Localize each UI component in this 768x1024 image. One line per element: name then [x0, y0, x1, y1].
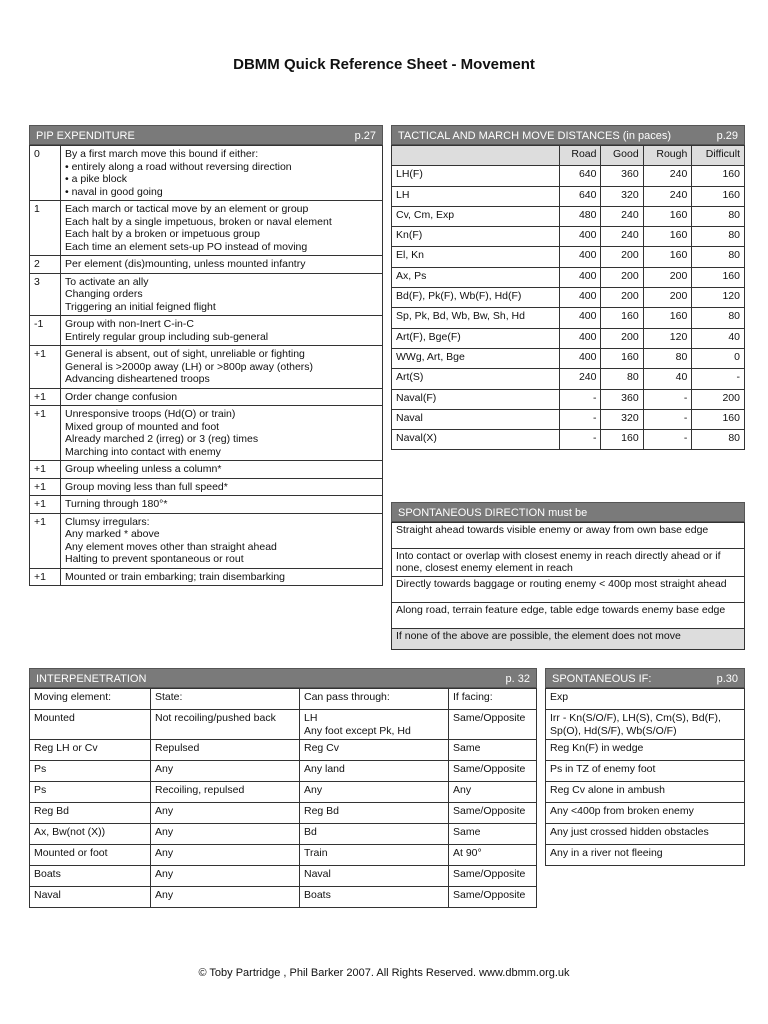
pip-line: • naval in good going [65, 185, 163, 198]
tactical-distance: 160 [643, 247, 692, 267]
interpenetration-cell: Any [151, 761, 300, 782]
tactical-column-header [392, 146, 560, 166]
spont-if-row [546, 761, 745, 782]
tactical-row [392, 288, 745, 308]
pip-table [29, 145, 383, 586]
tactical-header-row [392, 146, 745, 166]
direction-text: Along road, terrain feature edge, table edge towards enemy base edge [392, 603, 745, 629]
tactical-header-page: p.29 [716, 130, 738, 142]
tactical-distance: 200 [601, 267, 643, 287]
tactical-troop-type: Cv, Cm, Exp [392, 206, 560, 226]
interpenetration-row [30, 866, 537, 887]
tactical-distance: 640 [559, 186, 601, 206]
interpenetration-cell: Any [151, 866, 300, 887]
spont-if-text: Any just crossed hidden obstacles [546, 824, 745, 845]
interpenetration-row [30, 761, 537, 782]
interpenetration-cell: Naval [300, 866, 449, 887]
interpenetration-column-header: Moving element: [30, 689, 151, 710]
interpenetration-cell: Boats [30, 866, 151, 887]
pip-line: • entirely along a road without reversing direction [65, 160, 292, 173]
direction-text: Into contact or overlap with closest enemy in reach directly ahead or if none, closest enemy element in reach [392, 549, 745, 577]
tactical-distance: 160 [692, 186, 745, 206]
pip-line: Mixed group of mounted and foot [65, 420, 220, 433]
pip-description [61, 478, 383, 496]
pip-row [30, 316, 383, 346]
pip-header-label: PIP EXPENDITURE [36, 130, 135, 142]
tactical-row [392, 348, 745, 368]
direction-row [392, 549, 745, 577]
pip-cost: +1 [30, 568, 61, 586]
spont-if-text: Any <400p from broken enemy [546, 803, 745, 824]
pip-row [30, 568, 383, 586]
pip-line: Group moving less than full speed* [65, 480, 228, 493]
spont-if-row [546, 782, 745, 803]
tactical-distance: 240 [643, 186, 692, 206]
tactical-row [392, 227, 745, 247]
interpenetration-cell: Any [151, 824, 300, 845]
spont-if-text: Any in a river not fleeing [546, 845, 745, 866]
interpenetration-row [30, 710, 537, 740]
pip-cost: +1 [30, 388, 61, 406]
interpenetration-cell: Boats [300, 887, 449, 908]
spont-if-text: Ps in TZ of enemy foot [546, 761, 745, 782]
interpenetration-cell: Not recoiling/pushed back [151, 710, 300, 740]
pip-line: Mounted or train embarking; train disembarking [65, 570, 286, 583]
tactical-row [392, 308, 745, 328]
tactical-distance: 320 [601, 409, 643, 429]
pip-row [30, 496, 383, 514]
tactical-row [392, 369, 745, 389]
pip-cost: +1 [30, 513, 61, 568]
tactical-distance: 120 [692, 288, 745, 308]
tactical-distance: 400 [559, 247, 601, 267]
tactical-distance: 40 [643, 369, 692, 389]
tactical-header [391, 125, 745, 145]
tactical-troop-type: Art(S) [392, 369, 560, 389]
interpenetration-cell: Any [151, 887, 300, 908]
tactical-distance: 400 [559, 227, 601, 247]
pip-description [61, 346, 383, 389]
pip-panel [29, 125, 383, 586]
spont-if-row [546, 710, 745, 740]
pip-description [61, 496, 383, 514]
pip-line: Each time an element sets-up PO instead of moving [65, 240, 308, 253]
interpenetration-cell: Recoiling, repulsed [151, 782, 300, 803]
interpenetration-cell: Same/Opposite [449, 761, 537, 782]
tactical-distance: 200 [692, 389, 745, 409]
spont-if-row [546, 689, 745, 710]
interpenetration-cell: Reg Bd [30, 803, 151, 824]
tactical-distance: 80 [692, 308, 745, 328]
tactical-column-header: Good [601, 146, 643, 166]
interpenetration-cell: Same/Opposite [449, 866, 537, 887]
tactical-troop-type: Naval(X) [392, 430, 560, 450]
pip-cost: 3 [30, 273, 61, 316]
pip-cost: 0 [30, 146, 61, 201]
interpenetration-header-label: INTERPENETRATION [36, 673, 147, 685]
tactical-troop-type: LH(F) [392, 166, 560, 186]
pip-cost: +1 [30, 346, 61, 389]
tactical-distance: - [643, 409, 692, 429]
tactical-distance: 320 [601, 186, 643, 206]
tactical-column-header: Difficult [692, 146, 745, 166]
direction-header [391, 502, 745, 522]
interpenetration-cell: Naval [30, 887, 151, 908]
pip-description [61, 201, 383, 256]
tactical-troop-type: WWg, Art, Bge [392, 348, 560, 368]
spont-if-row [546, 845, 745, 866]
interpenetration-cell: Mounted or foot [30, 845, 151, 866]
tactical-row [392, 206, 745, 226]
pip-row [30, 406, 383, 461]
pip-line: Group with non-Inert C-in-C [65, 318, 194, 330]
pip-description [61, 461, 383, 479]
pip-row [30, 201, 383, 256]
direction-row [392, 523, 745, 549]
interpenetration-cell: Ax, Bw(not (X)) [30, 824, 151, 845]
tactical-distance: 240 [559, 369, 601, 389]
interpenetration-cell: Ps [30, 782, 151, 803]
interpenetration-cell: Same [449, 740, 537, 761]
page-title: DBMM Quick Reference Sheet - Movement [233, 56, 535, 73]
tactical-distance: 80 [601, 369, 643, 389]
tactical-troop-type: Ax, Ps [392, 267, 560, 287]
tactical-distance: 400 [559, 308, 601, 328]
interpenetration-cell: Train [300, 845, 449, 866]
tactical-distance: - [692, 369, 745, 389]
tactical-distance: - [643, 430, 692, 450]
tactical-distance: - [643, 389, 692, 409]
pip-line: Changing orders [65, 288, 143, 300]
pip-cost: 2 [30, 256, 61, 274]
pip-description [61, 316, 383, 346]
interpenetration-column-header: If facing: [449, 689, 537, 710]
tactical-distance: 160 [601, 348, 643, 368]
tactical-row [392, 186, 745, 206]
tactical-distance: 80 [692, 206, 745, 226]
tactical-header-label: TACTICAL AND MARCH MOVE DISTANCES (in paces) [398, 130, 672, 142]
interpenetration-cell: Mounted [30, 710, 151, 740]
interpenetration-cell: Any [300, 782, 449, 803]
pip-line: To activate an ally [65, 275, 149, 288]
tactical-row [392, 430, 745, 450]
tactical-distance: - [559, 430, 601, 450]
tactical-distance: 200 [601, 247, 643, 267]
direction-text: Directly towards baggage or routing enemy < 400p most straight ahead [392, 577, 745, 603]
pip-line: Already marched 2 (irreg) or 3 (reg) times [65, 433, 259, 445]
tactical-troop-type: Bd(F), Pk(F), Wb(F), Hd(F) [392, 288, 560, 308]
pip-cost: 1 [30, 201, 61, 256]
direction-text: If none of the above are possible, the element does not move [392, 629, 745, 650]
pip-line: Advancing disheartened troops [65, 373, 210, 385]
interpenetration-cell: Ps [30, 761, 151, 782]
spont-if-panel [545, 668, 745, 866]
direction-row [392, 629, 745, 650]
pip-line: Any marked * above [65, 528, 160, 540]
tactical-distance: 200 [643, 267, 692, 287]
tactical-row [392, 389, 745, 409]
spont-if-text: Exp [546, 689, 745, 710]
spont-if-row [546, 740, 745, 761]
direction-row [392, 603, 745, 629]
interpenetration-header [29, 668, 537, 688]
pip-row [30, 513, 383, 568]
tactical-row [392, 166, 745, 186]
tactical-distance: 80 [643, 348, 692, 368]
pip-row [30, 346, 383, 389]
tactical-distance: 480 [559, 206, 601, 226]
tactical-distance: 80 [692, 227, 745, 247]
tactical-distance: 160 [692, 267, 745, 287]
interpenetration-cell: Reg LH or Cv [30, 740, 151, 761]
tactical-troop-type: Kn(F) [392, 227, 560, 247]
direction-table [391, 522, 745, 650]
pip-cost: -1 [30, 316, 61, 346]
spont-if-text: Reg Kn(F) in wedge [546, 740, 745, 761]
pip-row [30, 256, 383, 274]
tactical-row [392, 247, 745, 267]
pip-row [30, 273, 383, 316]
tactical-troop-type: El, Kn [392, 247, 560, 267]
pip-line: General is absent, out of sight, unreliable or fighting [65, 348, 305, 360]
pip-cost: +1 [30, 496, 61, 514]
pip-line: Each march or tactical move by an element or group [65, 203, 309, 215]
pip-line: Each halt by a broken or impetuous group [65, 228, 260, 240]
tactical-column-header: Road [559, 146, 601, 166]
tactical-row [392, 328, 745, 348]
pip-header-page: p.27 [354, 130, 376, 142]
pip-description [61, 146, 383, 201]
pip-line: Turning through 180°* [65, 498, 168, 510]
pip-description [61, 568, 383, 586]
tactical-distance: 400 [559, 267, 601, 287]
direction-row [392, 577, 745, 603]
interpenetration-cell: Bd [300, 824, 449, 845]
pip-line: Entirely regular group including sub-general [65, 330, 269, 343]
tactical-distance: 80 [692, 430, 745, 450]
spont-if-header-label: SPONTANEOUS IF: [552, 673, 652, 685]
interpenetration-row [30, 845, 537, 866]
tactical-distance: 640 [559, 166, 601, 186]
interpenetration-cell: Repulsed [151, 740, 300, 761]
spont-if-header [545, 668, 745, 688]
interpenetration-cell: Reg Bd [300, 803, 449, 824]
interpenetration-cell: Same/Opposite [449, 803, 537, 824]
pip-cost: +1 [30, 406, 61, 461]
direction-text: Straight ahead towards visible enemy or away from own base edge [392, 523, 745, 549]
pip-description [61, 388, 383, 406]
interpenetration-row [30, 887, 537, 908]
tactical-troop-type: Art(F), Bge(F) [392, 328, 560, 348]
tactical-distance: 80 [692, 247, 745, 267]
tactical-distance: 360 [601, 389, 643, 409]
tactical-distance: 240 [601, 227, 643, 247]
pip-description [61, 513, 383, 568]
pip-row [30, 146, 383, 201]
pip-line: Triggering an initial feigned flight [65, 300, 216, 313]
tactical-distance: 200 [601, 328, 643, 348]
tactical-distance: 160 [643, 206, 692, 226]
tactical-distance: 240 [643, 166, 692, 186]
pip-description [61, 256, 383, 274]
pip-line: By a first march move this bound if either: [65, 148, 259, 160]
tactical-distance: 160 [601, 430, 643, 450]
tactical-row [392, 267, 745, 287]
tactical-distance: 400 [559, 328, 601, 348]
tactical-distance: 360 [601, 166, 643, 186]
tactical-column-header: Rough [643, 146, 692, 166]
direction-header-label: SPONTANEOUS DIRECTION must be [398, 507, 588, 519]
direction-panel [391, 502, 745, 650]
spont-if-row [546, 824, 745, 845]
interpenetration-cell: Same/Opposite [449, 710, 537, 740]
tactical-troop-type: LH [392, 186, 560, 206]
tactical-distance: 40 [692, 328, 745, 348]
pip-header [29, 125, 383, 145]
interpenetration-row [30, 782, 537, 803]
tactical-distance: - [559, 389, 601, 409]
tactical-distance: 160 [692, 409, 745, 429]
interpenetration-header-page: p. 32 [505, 673, 530, 685]
pip-line: Order change confusion [65, 390, 178, 403]
interpenetration-header-row [30, 689, 537, 710]
interpenetration-row [30, 803, 537, 824]
pip-line: Marching into contact with enemy [65, 445, 221, 458]
pip-line: Group wheeling unless a column* [65, 463, 222, 475]
pip-description [61, 406, 383, 461]
pip-line: Clumsy irregulars: [65, 515, 150, 528]
tactical-panel [391, 125, 745, 450]
pip-cost: +1 [30, 478, 61, 496]
interpenetration-cell: LH Any foot except Pk, Hd [300, 710, 449, 740]
tactical-distance: 200 [643, 288, 692, 308]
interpenetration-cell: Same [449, 824, 537, 845]
tactical-distance: 400 [559, 288, 601, 308]
spont-if-row [546, 803, 745, 824]
pip-line: Unresponsive troops (Hd(O) or train) [65, 408, 236, 420]
pip-row [30, 478, 383, 496]
tactical-table [391, 145, 745, 450]
tactical-row [392, 409, 745, 429]
footer: © Toby Partridge , Phil Barker 2007. All Rights Reserved. www.dbmm.org.uk [198, 967, 570, 979]
interpenetration-panel [29, 668, 537, 908]
interpenetration-column-header: State: [151, 689, 300, 710]
interpenetration-row [30, 824, 537, 845]
interpenetration-column-header: Can pass through: [300, 689, 449, 710]
pip-row [30, 388, 383, 406]
tactical-distance: 200 [601, 288, 643, 308]
spont-if-text: Irr - Kn(S/O/F), LH(S), Cm(S), Bd(F), Sp(O), Hd(S/F), Wb(S/O/F) [546, 710, 745, 740]
tactical-troop-type: Sp, Pk, Bd, Wb, Bw, Sh, Hd [392, 308, 560, 328]
tactical-distance: 0 [692, 348, 745, 368]
tactical-distance: 160 [643, 308, 692, 328]
tactical-distance: 120 [643, 328, 692, 348]
interpenetration-cell: Same/Opposite [449, 887, 537, 908]
interpenetration-row [30, 740, 537, 761]
pip-line: • a pike block [65, 173, 128, 185]
tactical-troop-type: Naval [392, 409, 560, 429]
interpenetration-cell: Any [449, 782, 537, 803]
tactical-distance: - [559, 409, 601, 429]
pip-cost: +1 [30, 461, 61, 479]
pip-line: Any element moves other than straight ahead [65, 540, 277, 553]
interpenetration-cell: Any [151, 845, 300, 866]
tactical-distance: 160 [643, 227, 692, 247]
tactical-distance: 160 [601, 308, 643, 328]
tactical-distance: 160 [692, 166, 745, 186]
spont-if-table [545, 688, 745, 866]
tactical-troop-type: Naval(F) [392, 389, 560, 409]
pip-line: Halting to prevent spontaneous or rout [65, 553, 244, 565]
interpenetration-cell: Reg Cv [300, 740, 449, 761]
pip-line: Each halt by a single impetuous, broken or naval element [65, 215, 332, 228]
pip-line: Per element (dis)mounting, unless mounted infantry [65, 258, 306, 270]
interpenetration-cell: Any [151, 803, 300, 824]
spont-if-text: Reg Cv alone in ambush [546, 782, 745, 803]
tactical-distance: 400 [559, 348, 601, 368]
interpenetration-cell: At 90° [449, 845, 537, 866]
tactical-distance: 240 [601, 206, 643, 226]
pip-row [30, 461, 383, 479]
spont-if-header-page: p.30 [716, 673, 738, 685]
interpenetration-table [29, 688, 537, 908]
interpenetration-cell: Any land [300, 761, 449, 782]
pip-line: General is >2000p away (LH) or >800p away (others) [65, 360, 314, 373]
pip-description [61, 273, 383, 316]
